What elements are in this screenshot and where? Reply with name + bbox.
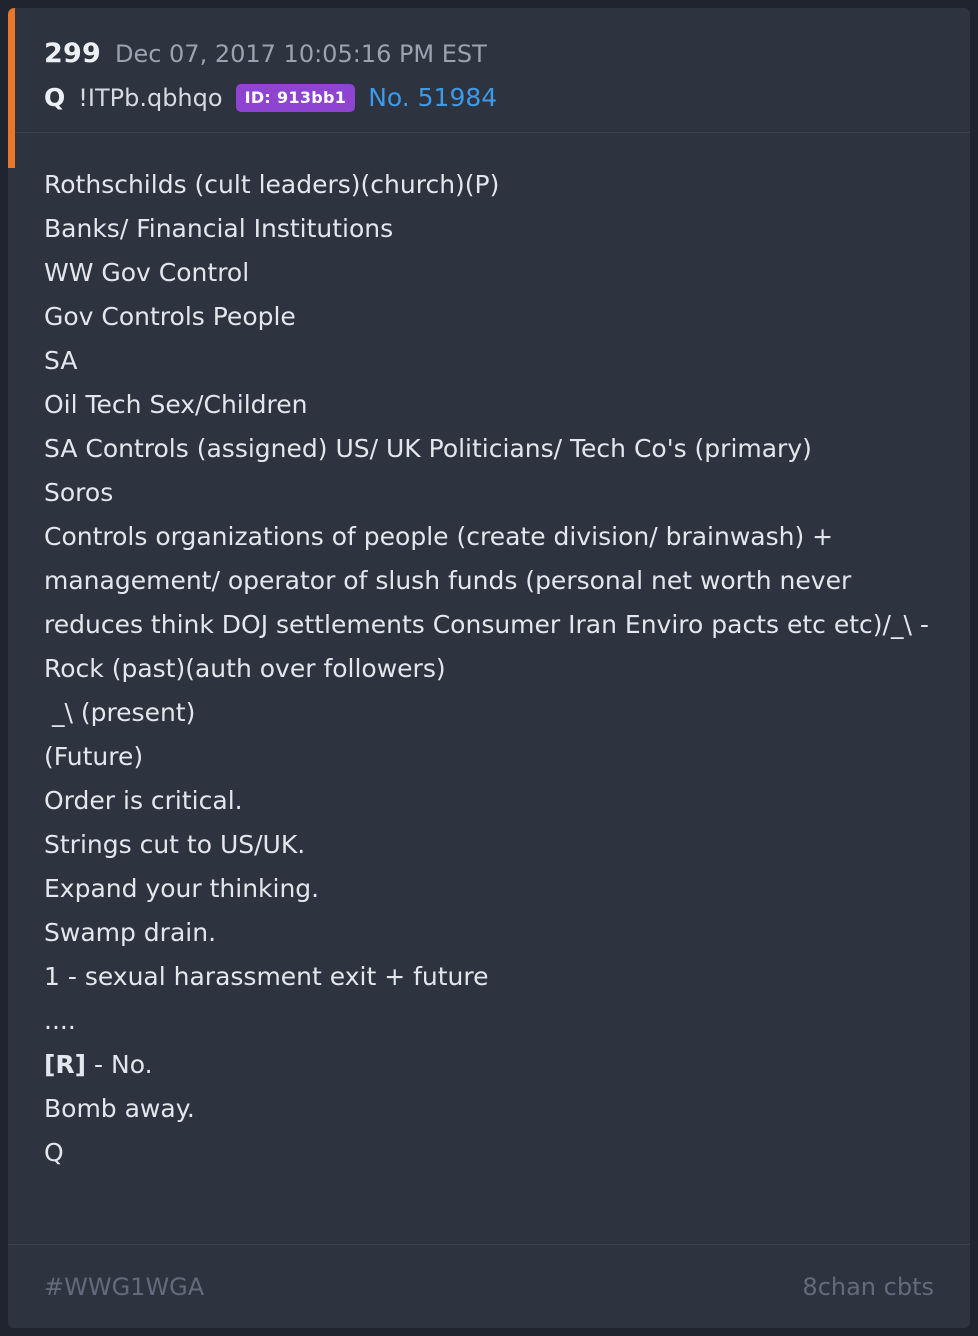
post-body <box>8 133 970 1244</box>
post-header-top <box>44 38 934 69</box>
accent-bar <box>8 8 15 168</box>
post-line: Controls organizations of people (create division/ brainwash) + management/ operator of slush funds (personal net worth never reduces think DOJ settlements Consumer Iran Enviro pacts etc etc)/_\ - Rock (past)(auth over followers) <box>44 522 937 683</box>
footer-hashtag: #WWG1WGA <box>44 1272 205 1301</box>
post-line: WW Gov Control <box>44 258 250 287</box>
post-line: Q <box>44 1138 64 1167</box>
author-tripcode: !ITPb.qbhqo <box>78 83 223 112</box>
post-line: SA <box>44 346 78 375</box>
post-footer <box>8 1244 970 1328</box>
post-line: _\ (present) <box>44 698 196 727</box>
footer-source: 8chan cbts <box>802 1272 934 1301</box>
post-line-suffix: - No. <box>86 1050 153 1079</box>
post-header-bottom <box>44 83 934 112</box>
post-line: Rothschilds (cult leaders)(church)(P) <box>44 170 500 199</box>
post-line: Gov Controls People <box>44 302 296 331</box>
post-line: Oil Tech Sex/Children <box>44 390 308 419</box>
post-card <box>8 8 970 1328</box>
post-line: Strings cut to US/UK. <box>44 830 306 859</box>
post-number-link[interactable]: No. 51984 <box>368 83 498 112</box>
post-line-emphasis <box>44 1043 934 1087</box>
post-line: 1 - sexual harassment exit + future <box>44 962 489 991</box>
post-line: Expand your thinking. <box>44 874 320 903</box>
post-header <box>8 8 970 133</box>
post-number: 299 <box>44 38 101 69</box>
post-line: Bomb away. <box>44 1094 195 1123</box>
post-line: SA Controls (assigned) US/ UK Politicians/ Tech Co's (primary) <box>44 434 812 463</box>
post-line: .... <box>44 1006 76 1035</box>
post-timestamp: Dec 07, 2017 10:05:16 PM EST <box>114 40 487 68</box>
post-line: Order is critical. <box>44 786 243 815</box>
status-badge: ID: 913bb1 <box>236 84 356 112</box>
post-line: Swamp drain. <box>44 918 217 947</box>
post-line: Banks/ Financial Institutions <box>44 214 394 243</box>
post-line: Soros <box>44 478 114 507</box>
post-line: (Future) <box>44 742 144 771</box>
author-name: Q <box>44 83 66 112</box>
post-line-bold-prefix: [R] <box>44 1050 87 1079</box>
